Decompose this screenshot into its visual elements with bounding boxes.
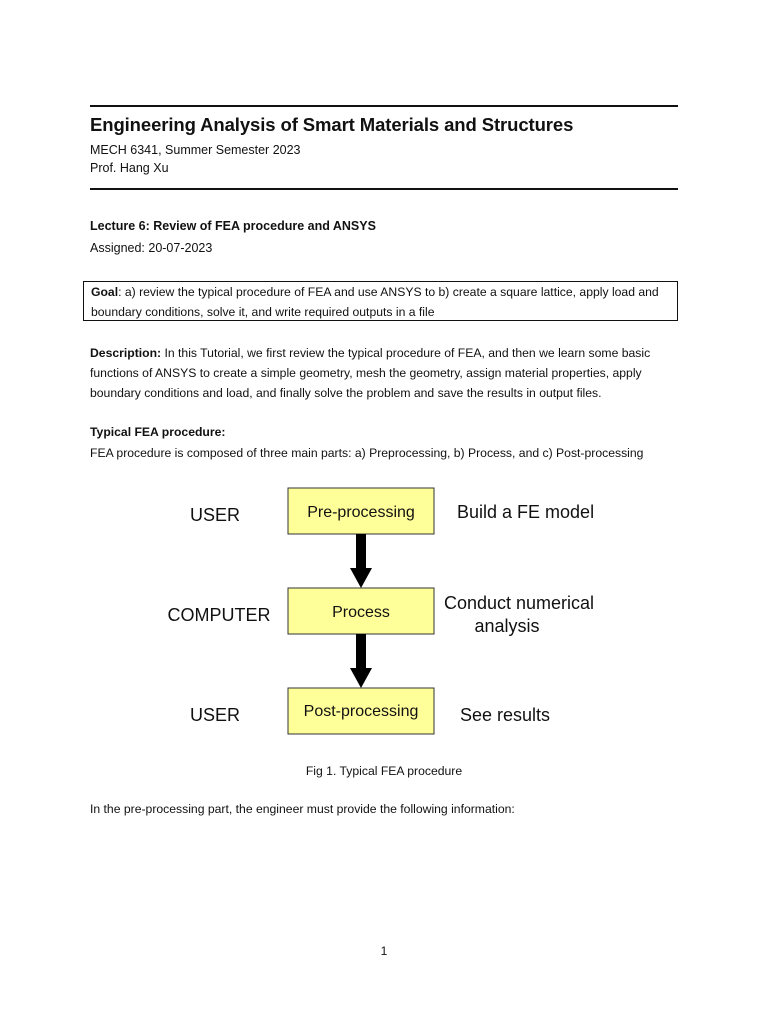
result-label-build-model: Build a FE model [457,502,595,522]
description-paragraph [90,343,690,403]
box-label-preprocessing: Pre-processing [307,504,415,521]
arrow-2-shaft [356,634,366,670]
actor-label-user-2: USER [189,705,241,725]
goal-box [83,281,678,321]
description-text: In this Tutorial, we first review the typical procedure of FEA, and then we learn some basic functions of ANSYS to create a simple geometry, mesh the geometry, assign material properties, apply boundary conditions and load, and finally solve the problem and save the results in output files. [90,346,651,400]
figure-caption: Fig 1. Typical FEA procedure [305,764,463,778]
box-label-postprocessing: Post-processing [303,703,419,720]
arrow-1-head [350,568,372,588]
result-label-conduct-line1: Conduct numerical [443,593,595,613]
document-title: Engineering Analysis of Smart Materials and Structures [90,114,574,135]
result-label-see-results: See results [460,705,551,725]
box-label-process: Process [332,604,390,621]
page-number: 1 [380,944,388,958]
closing-text: In the pre-processing part, the engineer must provide the following information: [90,802,515,816]
goal-label: Goal [91,285,119,299]
goal-text: : a) review the typical procedure of FEA and use ANSYS to b) create a square lattice, apply load and boundary conditions, solve it, and write required outputs in a file [91,285,659,319]
actor-label-computer: COMPUTER [167,605,271,625]
header-bottom-rule [90,188,678,190]
fea-flowchart [150,480,630,750]
course-info: MECH 6341, Summer Semester 2023 [90,143,301,157]
procedure-heading: Typical FEA procedure: [90,425,226,439]
assigned-date: Assigned: 20-07-2023 [90,241,213,255]
arrow-1-shaft [356,534,366,570]
top-rule [90,105,678,107]
instructor-name: Prof. Hang Xu [90,161,169,175]
result-label-conduct-line2: analysis [474,616,540,636]
procedure-text: FEA procedure is composed of three main parts: a) Preprocessing, b) Process, and c) Post-processing [90,446,644,460]
arrow-2-head [350,668,372,688]
lecture-title: Lecture 6: Review of FEA procedure and ANSYS [90,219,376,233]
actor-label-user-1: USER [189,505,241,525]
description-label: Description: [90,346,162,360]
